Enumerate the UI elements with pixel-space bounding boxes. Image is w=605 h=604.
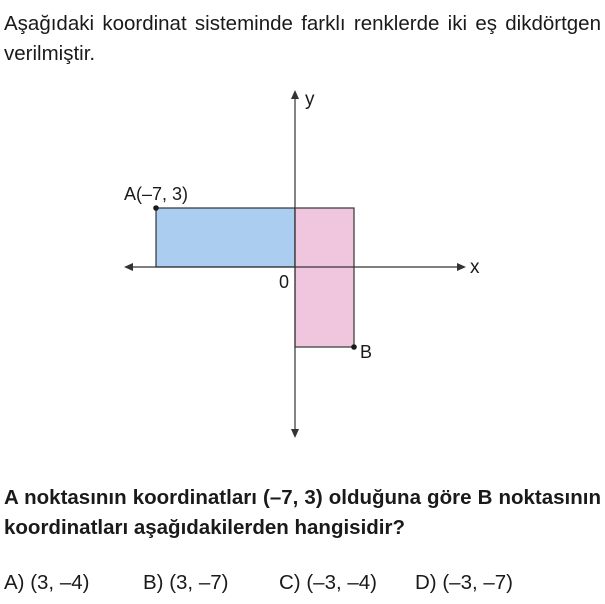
point-a-label: A(–7, 3) xyxy=(124,184,189,204)
option-value: (–3, –7) xyxy=(442,571,513,594)
point-a-dot xyxy=(153,205,159,211)
intro-text: Aşağıdaki koordinat sisteminde farklı renklerde iki eş dikdörtgen verilmiştir. xyxy=(4,12,601,65)
point-b-label: B xyxy=(360,342,373,362)
option-a[interactable] xyxy=(4,568,89,598)
point-b-dot xyxy=(351,344,357,350)
y-axis-label: y xyxy=(305,89,315,110)
y-axis-top-arrow xyxy=(291,90,299,99)
x-axis-label: x xyxy=(470,257,480,278)
option-b[interactable] xyxy=(143,568,228,598)
option-letter: C) xyxy=(279,571,301,594)
option-value: (3, –4) xyxy=(30,571,90,594)
pink-rectangle xyxy=(295,208,354,347)
option-value: (3, –7) xyxy=(169,571,229,594)
option-letter: B) xyxy=(143,571,164,594)
x-axis-left-arrow xyxy=(124,263,133,271)
option-letter: A) xyxy=(4,571,25,594)
y-axis-bottom-arrow xyxy=(291,429,299,438)
question-text: A noktasının koordinatları (–7, 3) olduğuna göre B noktasının koordinatları aşağıdakilerden hangisidir? xyxy=(4,486,601,539)
blue-rectangle xyxy=(156,208,295,267)
x-axis-right-arrow xyxy=(457,263,466,271)
option-value: (–3, –4) xyxy=(306,571,377,594)
option-letter: D) xyxy=(415,571,437,594)
option-d[interactable] xyxy=(415,568,513,598)
option-c[interactable] xyxy=(279,568,377,598)
answer-options xyxy=(4,568,601,598)
origin-label: 0 xyxy=(279,272,290,292)
